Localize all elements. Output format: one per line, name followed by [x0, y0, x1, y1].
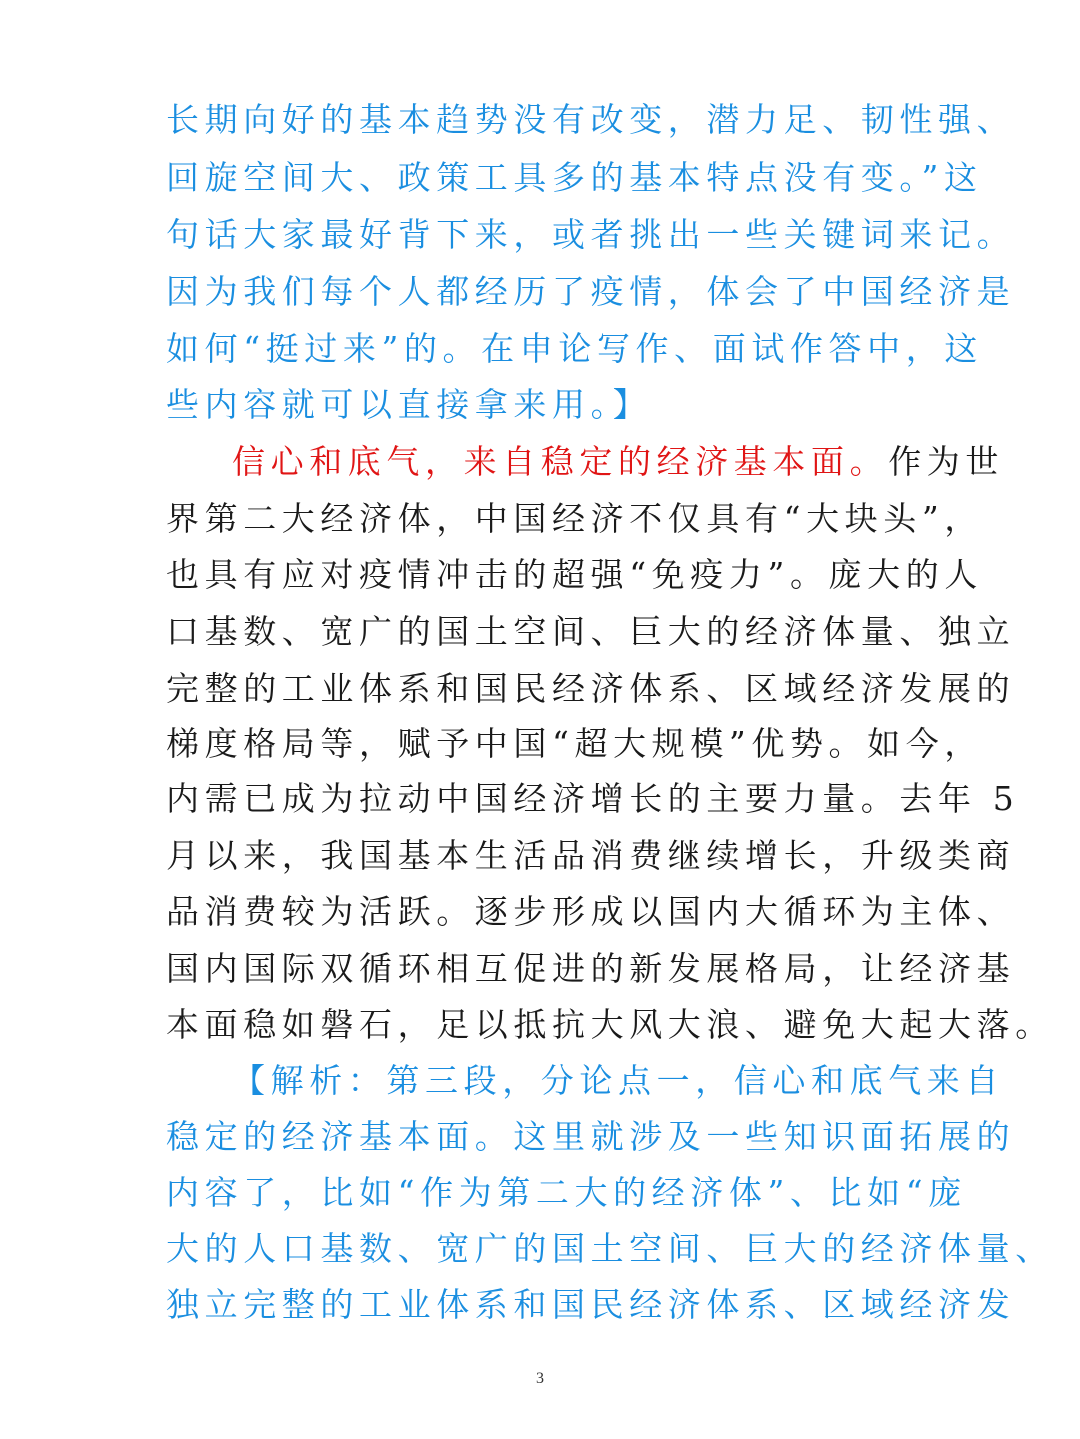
analysis-2-line-5: 独立完整的工业体系和国民经济体系、区域经济发	[166, 1285, 1016, 1324]
page-number: 3	[536, 1370, 544, 1387]
body-line-3: 也具有应对疫情冲击的超强“免疫力”。庞大的人	[166, 555, 983, 594]
analysis-1-line-2: 回旋空间大、政策工具多的基本特点没有变。”这	[166, 158, 983, 197]
body-line-6: 梯度格局等，赋予中国“超大规模”优势。如今，	[166, 724, 983, 763]
analysis-1-line-3: 句话大家最好背下来，或者挑出一些关键词来记。	[166, 215, 1016, 254]
body-line-7: 内需已成为拉动中国经济增长的主要力量。去年 5	[166, 779, 1020, 818]
analysis-1-line-6: 些内容就可以直接拿来用。】	[166, 385, 652, 424]
body-line-9: 品消费较为活跃。逐步形成以国内大循环为主体、	[166, 892, 1016, 931]
analysis-2-line-1: 【解析：第三段，分论点一，信心和底气来自	[232, 1061, 1004, 1100]
body-first-line	[232, 434, 1004, 490]
body-line-8: 月以来，我国基本生活品消费继续增长，升级类商	[166, 836, 1016, 875]
section-heading: 信心和底气，来自稳定的经济基本面。	[232, 442, 889, 481]
body-line-11: 本面稳如磐石，足以抵抗大风大浪、避免大起大落。	[166, 1005, 1054, 1044]
analysis-1-line-4: 因为我们每个人都经历了疫情，体会了中国经济是	[166, 272, 1016, 311]
analysis-1-line-1: 长期向好的基本趋势没有改变，潜力足、韧性强、	[166, 100, 1016, 139]
body-line-5: 完整的工业体系和国民经济体系、区域经济发展的	[166, 669, 1016, 708]
analysis-1-line-5: 如何“挺过来”的。在申论写作、面试作答中，这	[166, 329, 983, 368]
analysis-2-line-3: 内容了，比如“作为第二大的经济体”、比如“庞	[166, 1173, 967, 1212]
body-line-4: 口基数、宽广的国土空间、巨大的经济体量、独立	[166, 612, 1016, 651]
body-line-2: 界第二大经济体，中国经济不仅具有“大块头”，	[166, 499, 983, 538]
analysis-2-line-2: 稳定的经济基本面。这里就涉及一些知识面拓展的	[166, 1117, 1016, 1156]
body-first-line-rest: 作为世	[888, 442, 1005, 481]
analysis-2-line-4: 大的人口基数、宽广的国土空间、巨大的经济体量、	[166, 1229, 1054, 1268]
body-line-10: 国内国际双循环相互促进的新发展格局，让经济基	[166, 949, 1016, 988]
